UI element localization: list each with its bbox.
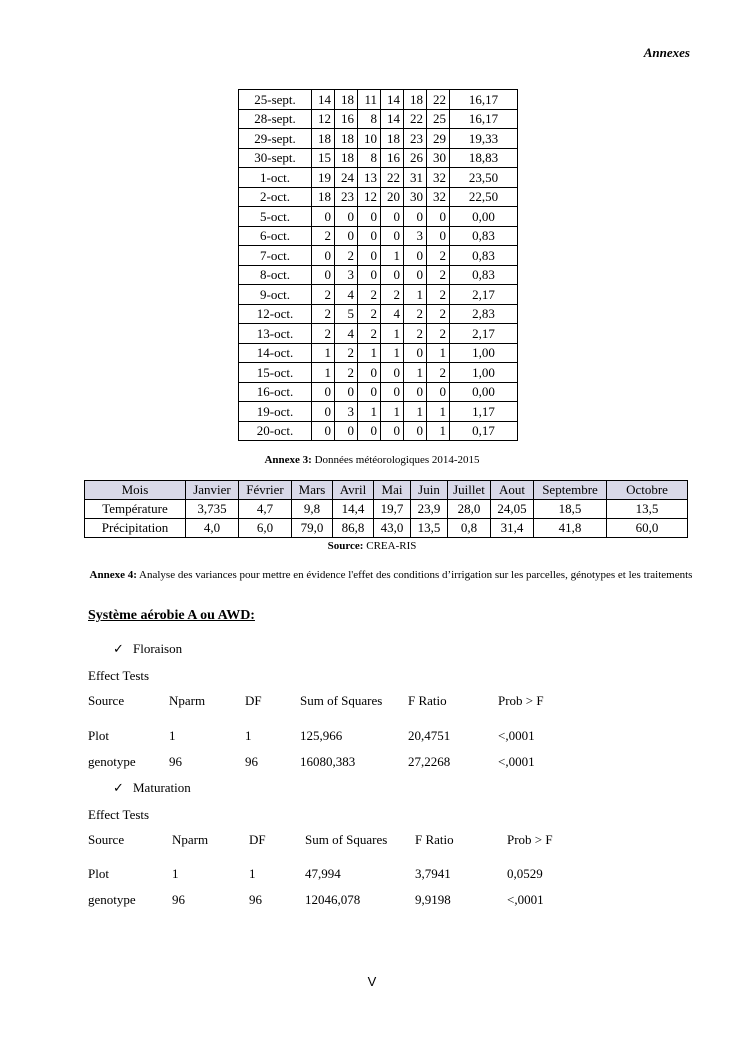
table-cell: 3 xyxy=(404,226,427,246)
table-cell: 18 xyxy=(335,129,358,149)
table-cell: 2 xyxy=(404,324,427,344)
table-cell: 2 xyxy=(427,285,450,305)
table-cell: 0 xyxy=(404,421,427,441)
table-row xyxy=(85,500,688,519)
annexe-3-caption xyxy=(0,454,744,466)
table-cell: 28-sept. xyxy=(239,109,312,129)
column-header: Source xyxy=(88,832,125,847)
table-cell: 3 xyxy=(335,265,358,285)
table-cell: 4 xyxy=(335,324,358,344)
table-cell: 2 xyxy=(381,285,404,305)
check-item-floraison xyxy=(113,641,182,657)
table-row xyxy=(239,402,518,422)
column-header: DF xyxy=(245,693,262,708)
table-cell: 14 xyxy=(312,90,335,110)
table-row xyxy=(239,421,518,441)
column-header: Janvier xyxy=(186,481,239,500)
column-header: Aout xyxy=(491,481,534,500)
table-cell: 0,00 xyxy=(450,207,518,227)
column-header: Juin xyxy=(411,481,448,500)
table-cell: 31 xyxy=(404,168,427,188)
table-cell: 125,966 xyxy=(300,728,343,743)
table-cell: 1 xyxy=(404,363,427,383)
table-cell: 43,0 xyxy=(374,519,411,538)
effect-tests-heading: Effect Tests xyxy=(88,807,150,822)
table-cell: 0 xyxy=(404,246,427,266)
table-cell: 86,8 xyxy=(333,519,374,538)
table-cell: 0 xyxy=(358,382,381,402)
table-cell: 2 xyxy=(335,246,358,266)
table-row xyxy=(239,90,518,110)
table-cell: 0 xyxy=(381,265,404,285)
checkmark-icon: ✓ xyxy=(113,780,124,795)
table-cell: 1 xyxy=(249,866,256,881)
table-cell: 5-oct. xyxy=(239,207,312,227)
table-cell: 10 xyxy=(358,129,381,149)
table-cell: 0 xyxy=(358,265,381,285)
table-cell: 14,4 xyxy=(333,500,374,519)
table-cell: Précipitation xyxy=(85,519,186,538)
table-cell: 30 xyxy=(427,148,450,168)
table-cell: 3,735 xyxy=(186,500,239,519)
table-row xyxy=(239,226,518,246)
table-cell: 0 xyxy=(381,207,404,227)
annexe-3-label: Annexe 3: xyxy=(264,454,312,466)
table-cell: 96 xyxy=(169,754,182,769)
table-cell: 18 xyxy=(404,90,427,110)
table-cell: 18,5 xyxy=(534,500,607,519)
table-cell: 0 xyxy=(381,421,404,441)
table-cell: 23,50 xyxy=(450,168,518,188)
table-cell: 4,0 xyxy=(186,519,239,538)
table-cell: 2 xyxy=(312,304,335,324)
table-cell: 2 xyxy=(358,304,381,324)
annexe-4-caption xyxy=(88,568,694,582)
table-cell: 0 xyxy=(358,226,381,246)
table-cell: 8 xyxy=(358,109,381,129)
table-cell: 9,9198 xyxy=(415,892,451,907)
table-cell: 2 xyxy=(335,343,358,363)
table-cell: 16-oct. xyxy=(239,382,312,402)
table-cell: 16080,383 xyxy=(300,754,356,769)
table-cell: 1 xyxy=(245,728,252,743)
table-cell: 19,33 xyxy=(450,129,518,149)
table-cell: 0 xyxy=(404,382,427,402)
table-cell: 0,17 xyxy=(450,421,518,441)
table-cell: 13-oct. xyxy=(239,324,312,344)
table-cell: 18 xyxy=(335,148,358,168)
table-cell: 3 xyxy=(335,402,358,422)
table-cell: 0 xyxy=(335,207,358,227)
table-cell: 22 xyxy=(427,90,450,110)
table-cell: 2,83 xyxy=(450,304,518,324)
table-cell: 1 xyxy=(381,324,404,344)
table-cell: 5 xyxy=(335,304,358,324)
table-cell: 25-sept. xyxy=(239,90,312,110)
table-cell: 9-oct. xyxy=(239,285,312,305)
table-cell: 2 xyxy=(427,363,450,383)
table-cell: 26 xyxy=(404,148,427,168)
table-cell: 1 xyxy=(172,866,179,881)
table-cell: 18 xyxy=(312,129,335,149)
table-cell: Plot xyxy=(88,866,109,881)
table-cell: 4 xyxy=(335,285,358,305)
table-cell: 2 xyxy=(427,324,450,344)
table-cell: Plot xyxy=(88,728,109,743)
table-cell: 0 xyxy=(312,421,335,441)
table-cell: 2 xyxy=(312,226,335,246)
table-cell: 0 xyxy=(335,421,358,441)
table-cell: 8 xyxy=(358,148,381,168)
table-cell: 32 xyxy=(427,168,450,188)
table-cell: 0,00 xyxy=(450,382,518,402)
column-header: F Ratio xyxy=(415,832,454,847)
column-header: Nparm xyxy=(169,693,206,708)
table-cell: 31,4 xyxy=(491,519,534,538)
table-cell: 0 xyxy=(381,382,404,402)
table-cell: 0 xyxy=(358,207,381,227)
table-cell: 14 xyxy=(381,109,404,129)
table-cell: 20-oct. xyxy=(239,421,312,441)
table-cell: 0,0529 xyxy=(507,866,543,881)
column-header: Juillet xyxy=(448,481,491,500)
section-title: Système aérobie A ou AWD: xyxy=(88,608,255,623)
table-cell: 0,83 xyxy=(450,226,518,246)
table-cell: 8-oct. xyxy=(239,265,312,285)
table-cell: 14 xyxy=(381,90,404,110)
table-cell: 2 xyxy=(312,324,335,344)
table-cell: 2 xyxy=(404,304,427,324)
table-cell: 16 xyxy=(381,148,404,168)
table-cell: 0 xyxy=(358,246,381,266)
table-cell: 1 xyxy=(427,343,450,363)
table-cell: 19 xyxy=(312,168,335,188)
table-cell: <,0001 xyxy=(507,892,544,907)
table-cell: 0,8 xyxy=(448,519,491,538)
table-row xyxy=(239,187,518,207)
table-cell: 96 xyxy=(249,892,262,907)
table-row xyxy=(239,109,518,129)
table-cell: 0 xyxy=(312,402,335,422)
table-cell: 2,17 xyxy=(450,285,518,305)
table-cell: 1 xyxy=(381,402,404,422)
table-cell: 22,50 xyxy=(450,187,518,207)
annexe-4-label: Annexe 4: xyxy=(89,569,137,581)
check-label: Floraison xyxy=(133,641,183,656)
table-cell: 13,5 xyxy=(607,500,688,519)
table-cell: 2 xyxy=(427,265,450,285)
source-label: Source: xyxy=(327,540,364,552)
table-cell: 16 xyxy=(335,109,358,129)
table-cell: 2-oct. xyxy=(239,187,312,207)
table-cell: 1,17 xyxy=(450,402,518,422)
table-row xyxy=(239,304,518,324)
table-cell: 96 xyxy=(245,754,258,769)
table-cell: 30-sept. xyxy=(239,148,312,168)
table-cell: 41,8 xyxy=(534,519,607,538)
annexe-4-text: Analyse des variances pour mettre en évidence l'effet des conditions d’irrigation sur les parcelles, génotypes et les traitements xyxy=(136,569,693,581)
table-row xyxy=(239,382,518,402)
table-cell: 2 xyxy=(335,363,358,383)
table-cell: 24 xyxy=(335,168,358,188)
table-row xyxy=(85,519,688,538)
table-cell: 15-oct. xyxy=(239,363,312,383)
table-cell: 0 xyxy=(381,363,404,383)
table-cell: 0 xyxy=(312,246,335,266)
table-cell: 4,7 xyxy=(239,500,292,519)
table-cell: 4 xyxy=(381,304,404,324)
table-cell: 23 xyxy=(335,187,358,207)
table-row xyxy=(239,246,518,266)
table-cell: 0 xyxy=(335,226,358,246)
check-item-maturation xyxy=(113,780,191,796)
column-header: Sum of Squares xyxy=(300,693,383,708)
table-cell: 60,0 xyxy=(607,519,688,538)
table-cell: 12-oct. xyxy=(239,304,312,324)
column-header: Prob > F xyxy=(507,832,553,847)
table-cell: 1 xyxy=(404,285,427,305)
table-cell: 1 xyxy=(312,363,335,383)
column-header: Octobre xyxy=(607,481,688,500)
table-cell: 13,5 xyxy=(411,519,448,538)
table-cell: 0 xyxy=(312,382,335,402)
source-caption xyxy=(0,540,744,552)
table-cell: 0,83 xyxy=(450,265,518,285)
table-cell: 1 xyxy=(169,728,176,743)
table-cell: 2,17 xyxy=(450,324,518,344)
table-cell: 0 xyxy=(312,265,335,285)
table-cell: 1 xyxy=(381,246,404,266)
column-header: Mai xyxy=(374,481,411,500)
table-cell: 23,9 xyxy=(411,500,448,519)
table-cell: 0 xyxy=(404,343,427,363)
table-cell: 15 xyxy=(312,148,335,168)
table-cell: 2 xyxy=(427,246,450,266)
table-cell: 2 xyxy=(358,324,381,344)
table-cell: 0 xyxy=(358,363,381,383)
column-header: Avril xyxy=(333,481,374,500)
table-row xyxy=(239,207,518,227)
column-header: Septembre xyxy=(534,481,607,500)
table-cell: 0,83 xyxy=(450,246,518,266)
table-cell: 1 xyxy=(427,402,450,422)
column-header: DF xyxy=(249,832,266,847)
table-cell: 22 xyxy=(404,109,427,129)
table-cell: 22 xyxy=(381,168,404,188)
table-cell: 0 xyxy=(427,382,450,402)
table-cell: <,0001 xyxy=(498,728,535,743)
table-cell: 0 xyxy=(404,265,427,285)
source-text: CREA-RIS xyxy=(363,540,417,552)
table-cell: 19,7 xyxy=(374,500,411,519)
table-cell: 0 xyxy=(427,207,450,227)
table-cell: 14-oct. xyxy=(239,343,312,363)
table-cell: 12046,078 xyxy=(305,892,361,907)
table-row xyxy=(239,324,518,344)
table-cell: 13 xyxy=(358,168,381,188)
table-cell: 0 xyxy=(312,207,335,227)
table-cell: 0 xyxy=(381,226,404,246)
table-cell: genotype xyxy=(88,892,136,907)
table-cell: 20,4751 xyxy=(408,728,451,743)
table-row xyxy=(239,285,518,305)
daily-weather-table xyxy=(238,89,518,441)
table-cell: 2 xyxy=(427,304,450,324)
table-cell: 11 xyxy=(358,90,381,110)
table-cell: 0 xyxy=(358,421,381,441)
table-cell: 1 xyxy=(358,343,381,363)
table-cell: 19-oct. xyxy=(239,402,312,422)
table-cell: 9,8 xyxy=(292,500,333,519)
table-cell: 27,2268 xyxy=(408,754,451,769)
table-cell: 25 xyxy=(427,109,450,129)
table-cell: 28,0 xyxy=(448,500,491,519)
column-header: Nparm xyxy=(172,832,209,847)
table-cell: 29-sept. xyxy=(239,129,312,149)
table-cell: 1 xyxy=(404,402,427,422)
column-header: Février xyxy=(239,481,292,500)
table-cell: 3,7941 xyxy=(415,866,451,881)
table-cell: 1-oct. xyxy=(239,168,312,188)
table-row xyxy=(239,129,518,149)
table-cell: Température xyxy=(85,500,186,519)
table-cell: genotype xyxy=(88,754,136,769)
table-cell: 47,994 xyxy=(305,866,341,881)
table-cell: 1,00 xyxy=(450,363,518,383)
page-number: V xyxy=(367,974,377,989)
table-cell: 18 xyxy=(312,187,335,207)
table-cell: 23 xyxy=(404,129,427,149)
annexe-3-text: Données météorologiques 2014-2015 xyxy=(311,454,480,466)
table-cell: 18,83 xyxy=(450,148,518,168)
table-header-row xyxy=(85,481,688,500)
table-cell: 12 xyxy=(312,109,335,129)
table-cell: 20 xyxy=(381,187,404,207)
table-cell: 29 xyxy=(427,129,450,149)
table-row xyxy=(239,168,518,188)
column-header: Source xyxy=(88,693,125,708)
checkmark-icon: ✓ xyxy=(113,641,124,656)
column-header: Sum of Squares xyxy=(305,832,388,847)
table-cell: 6,0 xyxy=(239,519,292,538)
table-row xyxy=(239,148,518,168)
table-row xyxy=(239,343,518,363)
table-cell: 18 xyxy=(381,129,404,149)
table-cell: 6-oct. xyxy=(239,226,312,246)
table-cell: 1 xyxy=(358,402,381,422)
table-cell: <,0001 xyxy=(498,754,535,769)
column-header: Prob > F xyxy=(498,693,544,708)
table-cell: 32 xyxy=(427,187,450,207)
table-cell: 16,17 xyxy=(450,109,518,129)
table-cell: 1 xyxy=(427,421,450,441)
table-row xyxy=(239,265,518,285)
table-cell: 30 xyxy=(404,187,427,207)
table-cell: 96 xyxy=(172,892,185,907)
monthly-weather-table xyxy=(84,480,688,538)
table-cell: 7-oct. xyxy=(239,246,312,266)
table-cell: 2 xyxy=(312,285,335,305)
column-header: Mois xyxy=(85,481,186,500)
column-header: F Ratio xyxy=(408,693,447,708)
table-cell: 0 xyxy=(427,226,450,246)
table-cell: 0 xyxy=(404,207,427,227)
table-cell: 24,05 xyxy=(491,500,534,519)
table-cell: 1 xyxy=(381,343,404,363)
check-label: Maturation xyxy=(133,780,191,795)
table-cell: 18 xyxy=(335,90,358,110)
table-cell: 1,00 xyxy=(450,343,518,363)
table-cell: 79,0 xyxy=(292,519,333,538)
table-cell: 1 xyxy=(312,343,335,363)
column-header: Mars xyxy=(292,481,333,500)
table-cell: 12 xyxy=(358,187,381,207)
table-row xyxy=(239,363,518,383)
table-cell: 16,17 xyxy=(450,90,518,110)
table-cell: 0 xyxy=(335,382,358,402)
running-header: Annexes xyxy=(643,45,690,60)
table-cell: 2 xyxy=(358,285,381,305)
effect-tests-heading: Effect Tests xyxy=(88,668,150,683)
